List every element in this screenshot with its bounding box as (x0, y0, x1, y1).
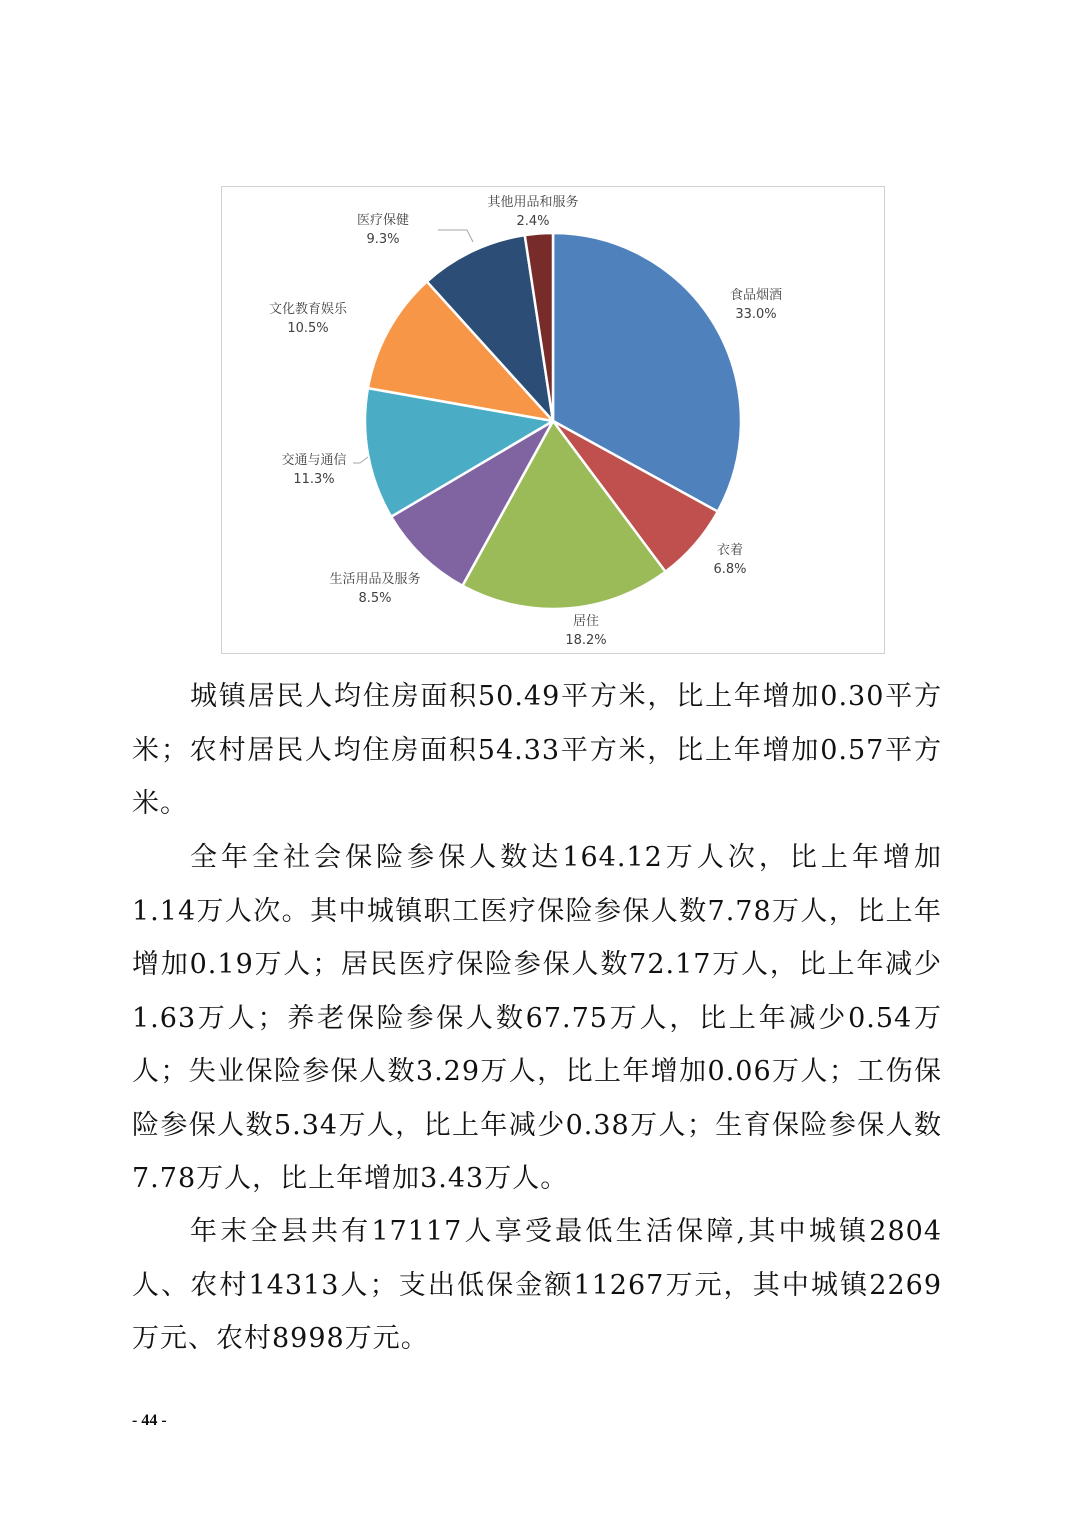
slice-label-percent: 11.3% (293, 472, 335, 487)
slice-label-name: 居住 (572, 614, 600, 629)
slice-label-percent: 8.5% (358, 591, 392, 606)
leader-line-transport (353, 457, 368, 463)
pie-chart-svg (222, 187, 884, 653)
slice-label-name: 医疗保健 (356, 213, 410, 228)
slice-label-name: 其他用品和服务 (487, 195, 579, 210)
slice-label-percent: 33.0% (735, 307, 777, 322)
paragraph-subsistence: 年末全县共有17117人享受最低生活保障,其中城镇2804人、农村14313人；支出低保金额11267万元，其中城镇2269万元、农村8998万元。 (132, 1216, 942, 1354)
page-number: - 44 - (132, 1412, 167, 1429)
slice-label-percent: 2.4% (516, 214, 550, 229)
leader-line-medical (438, 230, 473, 242)
slice-label-percent: 10.5% (287, 321, 329, 336)
slice-label-percent: 6.8% (713, 562, 747, 577)
slice-label-name: 衣着 (716, 543, 744, 558)
slice-label-name: 食品烟酒 (729, 288, 783, 303)
slice-label-name: 文化教育娱乐 (268, 302, 348, 317)
pie-chart (221, 186, 885, 654)
slice-label-name: 交通与通信 (281, 453, 347, 468)
slice-label-percent: 9.3% (366, 232, 400, 247)
slice-label-percent: 18.2% (565, 633, 607, 648)
paragraph-insurance: 全年全社会保险参保人数达164.12万人次，比上年增加1.14万人次。其中城镇职工医疗保险参保人数7.78万人，比上年增加0.19万人；居民医疗保险参保人数72.17万人，比上年减少1.63万人；养老保险参保人数67.75万人，比上年减少0.54万人；失业保险参保人数3.29万人，比上年增加0.06万人；工伤保险参保人数5.34万人，比上年减少0.38万人；生育保险参保人数7.78万人，比上年增加3.43万人。 (132, 842, 942, 1194)
slice-label-name: 生活用品及服务 (329, 572, 421, 587)
paragraph-housing: 城镇居民人均住房面积50.49平方米，比上年增加0.30平方米；农村居民人均住房面积54.33平方米，比上年增加0.57平方米。 (132, 681, 942, 819)
